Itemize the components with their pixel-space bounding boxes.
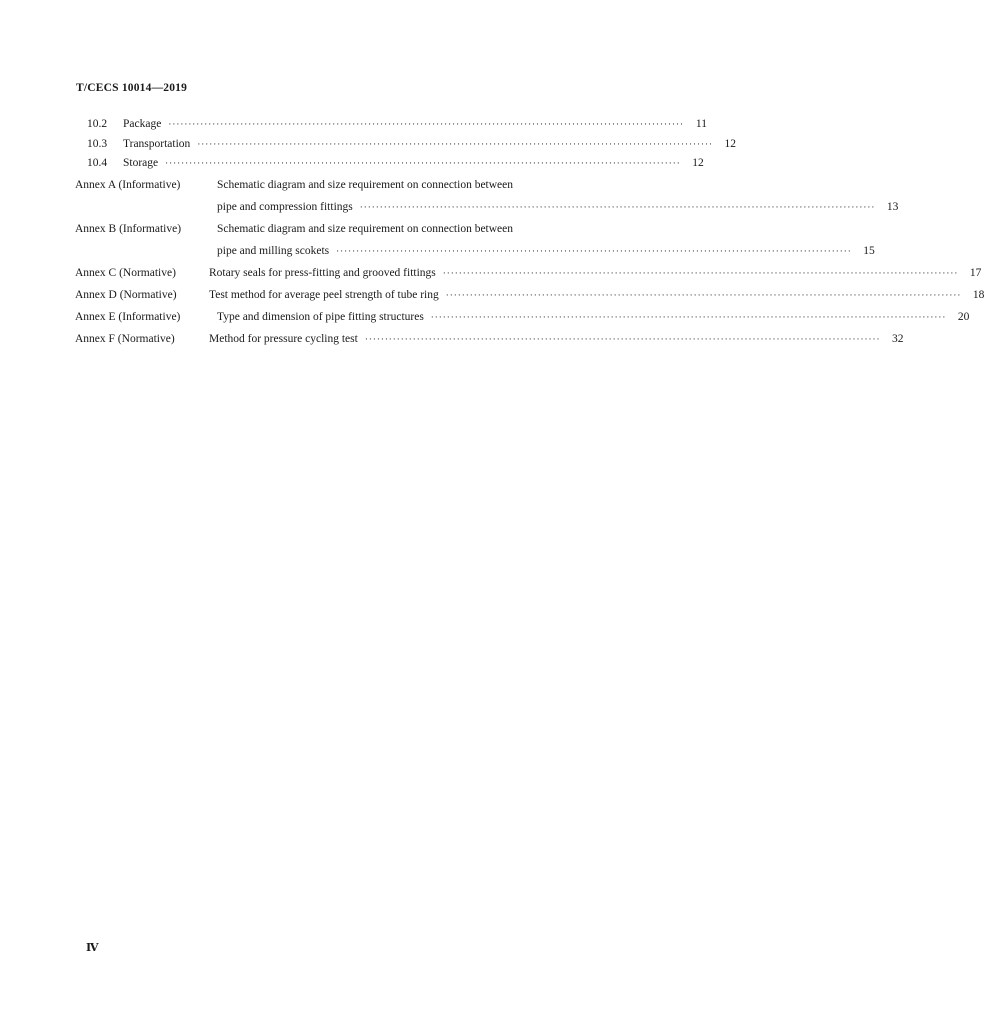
leader-dots: ································································································································· — [168, 119, 684, 129]
toc-entry-annex-a[interactable] — [75, 174, 640, 196]
leader-dots: ································································································································· — [430, 311, 947, 322]
page-number: 12 — [692, 157, 704, 169]
annex-label: Annex B (Informative) — [75, 222, 182, 235]
toc-entry-annex-c[interactable] — [75, 262, 982, 284]
leader-dots: ································································································································· — [364, 333, 881, 344]
annex-label: Annex A (Informative) — [75, 178, 181, 191]
annex-title: Method for pressure cycling test — [209, 332, 358, 345]
section-title: Storage — [123, 157, 159, 169]
annex-label: Annex D (Normative) — [75, 288, 177, 301]
section-title: Transportation — [123, 137, 191, 150]
page-number: 11 — [695, 118, 707, 130]
toc-entry-annex-b[interactable] — [75, 218, 640, 240]
section-title: Package — [123, 118, 162, 130]
page-number: 32 — [891, 332, 904, 345]
annex-title-line1: Schematic diagram and size requirement on connection between — [217, 178, 514, 191]
section-number: 10.2 — [87, 118, 108, 130]
leader-dots: ································································································································· — [445, 289, 962, 300]
table-of-contents — [75, 115, 984, 350]
toc-entry-annex-e[interactable] — [75, 306, 970, 328]
page-number: 18 — [972, 288, 984, 301]
page-number: 15 — [863, 244, 875, 257]
annex-label: Annex F (Normative) — [75, 332, 175, 345]
leader-dots: ································································································································· — [442, 267, 959, 278]
page-number: 17 — [969, 266, 982, 279]
toc-entry-annex-b-continued[interactable] — [75, 240, 875, 262]
annex-title: Rotary seals for press-fitting and grooved fittings — [209, 266, 436, 279]
annex-title: Test method for average peel strength of tube ring — [209, 288, 439, 301]
toc-entry-10-2[interactable] — [75, 115, 707, 135]
document-code-header: T/CECS 10014—2019 — [76, 82, 188, 94]
toc-entry-annex-d[interactable] — [75, 284, 984, 306]
page-footer-number: Ⅳ — [86, 942, 99, 954]
leader-dots: ································································································································· — [336, 245, 852, 256]
leader-dots: ································································································································· — [197, 138, 713, 149]
section-number: 10.3 — [87, 137, 108, 150]
toc-entry-10-3[interactable] — [75, 135, 736, 155]
annex-title-line2: pipe and milling scokets — [217, 244, 330, 257]
annex-title-line1: Schematic diagram and size requirement on connection between — [217, 222, 514, 235]
toc-entry-annex-a-continued[interactable] — [75, 196, 899, 218]
annex-title: Type and dimension of pipe fitting structures — [217, 310, 424, 323]
toc-entry-10-4[interactable] — [75, 154, 704, 174]
annex-label: Annex E (Informative) — [75, 310, 181, 323]
toc-entry-annex-f[interactable] — [75, 328, 904, 350]
annex-title-line2: pipe and compression fittings — [217, 200, 353, 213]
leader-dots: ································································································································· — [165, 158, 681, 168]
page-number: 20 — [957, 310, 970, 323]
section-number: 10.4 — [87, 157, 108, 169]
page-number: 12 — [724, 137, 736, 150]
annex-label: Annex C (Normative) — [75, 266, 176, 279]
page-number: 13 — [886, 200, 899, 213]
leader-dots: ································································································································· — [359, 201, 876, 212]
